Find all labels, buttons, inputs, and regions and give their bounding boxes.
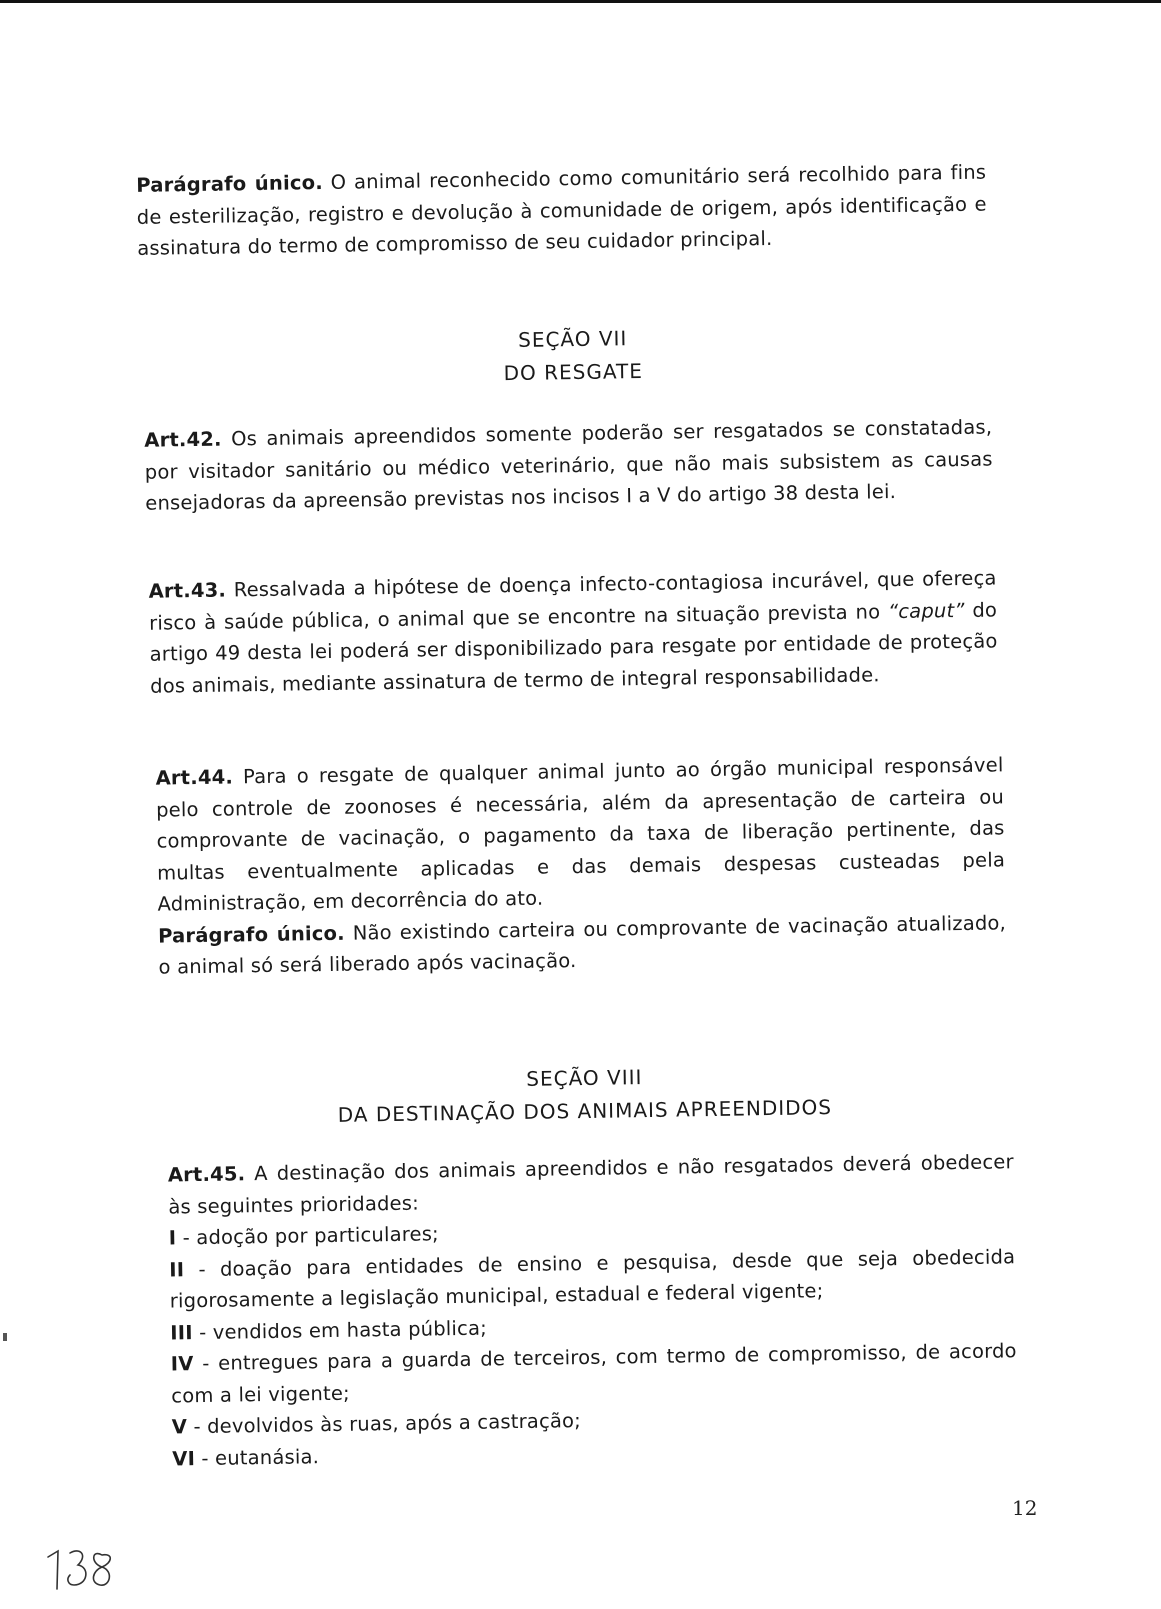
article-42-text: Os animais apreendidos somente poderão ser resgatados se constatadas, por visitador sanitário ou médico veterinário, que não mais subsistem as causas ensejadoras da apreensão previstas nos incisos I a V do artigo 38 desta lei. [144, 415, 993, 515]
article-43-text-after: do artigo 49 desta lei poderá ser disponibilizado para resgate por entidade de proteção dos animais, mediante assinatura de termo de integral responsabilidade. [149, 597, 998, 698]
article-44-text: Para o resgate de qualquer animal junto ao órgão municipal responsável pelo controle de zoonoses é necessária, além da apresentação de carteira ou comprovante de vacinação, o pagamento da taxa de liberação pertinente, das multas eventualmente aplicadas e das demais despesas custeadas pela Administração, em decorrência do ato. [155, 753, 1006, 916]
item-numeral: II [169, 1257, 185, 1282]
article-45-text: A destinação dos animais apreendidos e não resgatados deverá obedecer às seguintes prioridades: [168, 1150, 1014, 1219]
handwritten-folio-number [44, 1545, 124, 1595]
article-44-label: Art.44. [155, 765, 234, 790]
section-vii-title: SEÇÃO VII [517, 326, 628, 352]
paragrafo-unico-text: O animal reconhecido como comunitário será recolhido para fins de esterilização, registro e devolução à comunidade de origem, após identificação e assinatura do termo de compromisso de seu cuidador principal. [136, 160, 987, 260]
item-numeral: IV [170, 1352, 194, 1376]
article-43 [148, 562, 998, 701]
article-42-label: Art.42. [144, 427, 222, 452]
item-text: - devolvidos às ruas, após a castração; [186, 1409, 582, 1439]
item-text: - doação para entidades de ensino e pesquisa, desde que seja obedecida rigorosamente a legislação municipal, estadual e federal vigente; [169, 1244, 1016, 1313]
item-text: - adoção por particulares; [176, 1222, 440, 1250]
article-44-paragrafo-text: Não existindo carteira ou comprovante de vacinação atualizado, o animal só será liberado após vacinação. [158, 910, 1007, 979]
article-44 [155, 749, 1006, 983]
article-43-label: Art.43. [148, 578, 227, 603]
article-44-paragrafo-label: Parágrafo único. [157, 921, 345, 948]
section-viii-title: SEÇÃO VIII [526, 1065, 643, 1091]
page-number: 12 [1012, 1496, 1038, 1520]
section-viii-subtitle: DA DESTINAÇÃO DOS ANIMAIS APREENDIDOS [337, 1095, 833, 1127]
item-numeral: V [171, 1415, 188, 1439]
article-43-caput: “caput” [887, 598, 965, 623]
article-43-text-before: Ressalvada a hipótese de doença infecto-contagiosa incurável, que ofereça risco à saúde pública, o animal que se encontre na situação prevista no [148, 566, 997, 635]
article-45-label: Art.45. [167, 1162, 246, 1187]
section-vii-subtitle: DO RESGATE [503, 358, 644, 386]
paragrafo-unico-label: Parágrafo único. [136, 170, 324, 197]
item-numeral: VI [172, 1446, 196, 1470]
scan-mark [3, 1333, 7, 1341]
item-numeral: III [170, 1320, 193, 1344]
section-viii-heading [284, 1057, 885, 1132]
item-text: - vendidos em hasta pública; [192, 1316, 488, 1344]
item-text: - eutanásia. [194, 1444, 320, 1470]
section-vii-heading [373, 320, 774, 392]
item-numeral: I [168, 1226, 177, 1250]
item-text: - entregues para a guarda de terceiros, com termo de compromisso, de acordo com a lei vigente; [171, 1339, 1017, 1407]
paragrafo-unico-comunitario [136, 157, 987, 265]
article-45 [168, 1146, 1019, 1474]
article-42 [144, 411, 993, 519]
